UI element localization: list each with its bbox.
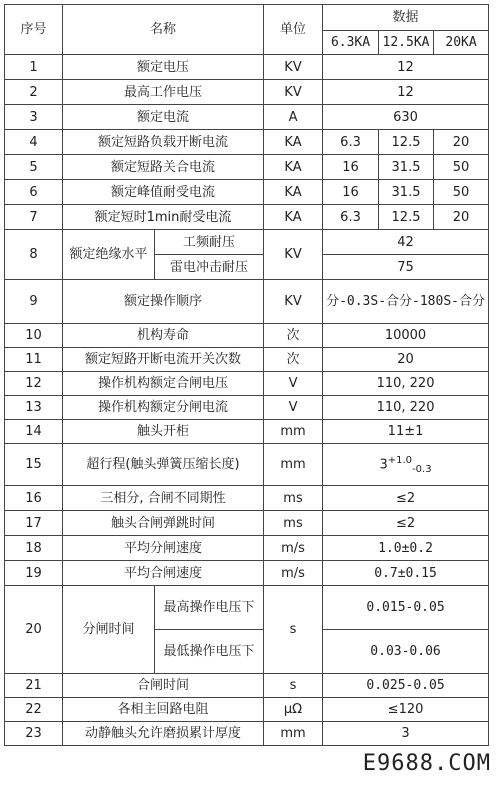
tolerance-minus: -0.3 [412, 463, 432, 475]
table-row [5, 444, 489, 486]
row-unit: KV [264, 230, 323, 280]
row-name: 触头合闸弹跳时间 [63, 511, 264, 536]
row-value-63: 16 [323, 155, 379, 180]
table-row [5, 105, 489, 130]
row-no: 20 [5, 586, 63, 674]
row-no: 17 [5, 511, 63, 536]
row-no: 4 [5, 130, 63, 155]
header-unit: 单位 [264, 5, 323, 55]
row-unit: 次 [264, 348, 323, 372]
row-name: 触头开柜 [63, 420, 264, 444]
row-no: 7 [5, 205, 63, 230]
row-value: 12 [323, 80, 489, 105]
table-row [5, 722, 489, 746]
row-value: 3 [323, 722, 489, 746]
table-row [5, 674, 489, 698]
row-unit: KV [264, 280, 323, 324]
row-no: 12 [5, 372, 63, 396]
table-row [5, 511, 489, 536]
row-unit: KA [264, 205, 323, 230]
row-unit: mm [264, 420, 323, 444]
row-value: 0.025-0.05 [323, 674, 489, 698]
row-value: 110, 220 [323, 396, 489, 420]
row-name: 平均合闸速度 [63, 561, 264, 586]
row-no: 21 [5, 674, 63, 698]
watermark-logo: E9688.COM [362, 751, 491, 776]
row-value: 12 [323, 55, 489, 80]
row-subname-1: 最高操作电压下 [155, 586, 264, 630]
header-name: 名称 [63, 5, 264, 55]
row-value: 1.0±0.2 [323, 536, 489, 561]
row-name: 额定短路关合电流 [63, 155, 264, 180]
row-no: 13 [5, 396, 63, 420]
row-subname-1: 工频耐压 [155, 230, 264, 255]
row-no: 1 [5, 55, 63, 80]
row-name: 额定短路开断电流开关次数 [63, 348, 264, 372]
table-row [5, 180, 489, 205]
table-row [5, 486, 489, 511]
row-subname-2: 雷电冲击耐压 [155, 255, 264, 280]
row-unit: mm [264, 722, 323, 746]
row-name: 三相分, 合闸不同期性 [63, 486, 264, 511]
row-name: 额定峰值耐受电流 [63, 180, 264, 205]
row-unit: KA [264, 180, 323, 205]
row-name: 操作机构额定分闸电流 [63, 396, 264, 420]
row-value-2: 0.03-0.06 [323, 630, 489, 674]
row-value: 分-0.3S-合分-180S-合分 [323, 280, 489, 324]
table-row [5, 561, 489, 586]
table-row [5, 536, 489, 561]
row-unit: m/s [264, 561, 323, 586]
row-unit: s [264, 674, 323, 698]
table-row [5, 372, 489, 396]
row-no: 23 [5, 722, 63, 746]
row-value-125: 12.5 [379, 130, 434, 155]
row-unit: ms [264, 511, 323, 536]
row-value: 630 [323, 105, 489, 130]
row-no: 11 [5, 348, 63, 372]
table-row [5, 230, 489, 255]
table-row [5, 280, 489, 324]
row-name: 额定绝缘水平 [63, 230, 155, 280]
table-row [5, 55, 489, 80]
row-name: 额定电流 [63, 105, 264, 130]
table-row [5, 698, 489, 722]
row-no: 9 [5, 280, 63, 324]
row-value-125: 31.5 [379, 180, 434, 205]
row-value: ≤2 [323, 486, 489, 511]
row-unit: A [264, 105, 323, 130]
row-unit: KA [264, 130, 323, 155]
table-row [5, 420, 489, 444]
row-no: 5 [5, 155, 63, 180]
row-name: 超行程(触头弹簧压缩长度) [63, 444, 264, 486]
row-value-63: 16 [323, 180, 379, 205]
row-value-1: 0.015-0.05 [323, 586, 489, 630]
row-no: 3 [5, 105, 63, 130]
header-col1: 6.3KA [323, 31, 379, 55]
row-unit: μΩ [264, 698, 323, 722]
row-value: 0.7±0.15 [323, 561, 489, 586]
row-no: 18 [5, 536, 63, 561]
tolerance-base: 3 [379, 456, 388, 472]
row-value-63: 6.3 [323, 205, 379, 230]
header-col2: 12.5KA [379, 31, 434, 55]
row-unit: m/s [264, 536, 323, 561]
row-unit: 次 [264, 324, 323, 348]
row-value: 20 [323, 348, 489, 372]
header-data: 数据 [323, 5, 489, 31]
row-value: 11±1 [323, 420, 489, 444]
row-value-20: 50 [434, 155, 489, 180]
table-row [5, 130, 489, 155]
row-name: 各相主回路电阻 [63, 698, 264, 722]
spec-table [4, 4, 489, 746]
row-unit: V [264, 396, 323, 420]
row-unit: ms [264, 486, 323, 511]
table-row [5, 396, 489, 420]
row-unit: s [264, 586, 323, 674]
header-no: 序号 [5, 5, 63, 55]
row-name: 分闸时间 [63, 586, 155, 674]
row-unit: KA [264, 155, 323, 180]
row-unit: mm [264, 444, 323, 486]
row-value: ≤120 [323, 698, 489, 722]
row-value-2: 75 [323, 255, 489, 280]
table-row [5, 324, 489, 348]
row-value-125: 31.5 [379, 155, 434, 180]
header-row [5, 5, 489, 31]
row-name: 机构寿命 [63, 324, 264, 348]
row-value: 110, 220 [323, 372, 489, 396]
row-value-1: 42 [323, 230, 489, 255]
row-value-63: 6.3 [323, 130, 379, 155]
row-value: ≤2 [323, 511, 489, 536]
row-unit: KV [264, 55, 323, 80]
row-unit: V [264, 372, 323, 396]
row-name: 额定电压 [63, 55, 264, 80]
row-name: 操作机构额定合闸电压 [63, 372, 264, 396]
row-subname-2: 最低操作电压下 [155, 630, 264, 674]
row-no: 6 [5, 180, 63, 205]
row-value-20: 50 [434, 180, 489, 205]
table-row [5, 205, 489, 230]
row-no: 8 [5, 230, 63, 280]
table-row [5, 586, 489, 630]
row-name: 额定短时1min耐受电流 [63, 205, 264, 230]
table-row [5, 155, 489, 180]
row-no: 15 [5, 444, 63, 486]
row-no: 16 [5, 486, 63, 511]
row-value-tolerance [323, 444, 489, 486]
row-name: 平均分闸速度 [63, 536, 264, 561]
row-value: 10000 [323, 324, 489, 348]
table-row [5, 80, 489, 105]
row-no: 14 [5, 420, 63, 444]
table-row [5, 348, 489, 372]
row-value-125: 12.5 [379, 205, 434, 230]
row-no: 22 [5, 698, 63, 722]
row-no: 2 [5, 80, 63, 105]
row-value-20: 20 [434, 205, 489, 230]
row-no: 19 [5, 561, 63, 586]
row-name: 额定短路负载开断电流 [63, 130, 264, 155]
tolerance-plus: +1.0 [387, 454, 413, 466]
header-col3: 20KA [434, 31, 489, 55]
row-name: 最高工作电压 [63, 80, 264, 105]
row-no: 10 [5, 324, 63, 348]
row-unit: KV [264, 80, 323, 105]
row-name: 合闸时间 [63, 674, 264, 698]
row-name: 动静触头允许磨损累计厚度 [63, 722, 264, 746]
row-value-20: 20 [434, 130, 489, 155]
row-name: 额定操作顺序 [63, 280, 264, 324]
